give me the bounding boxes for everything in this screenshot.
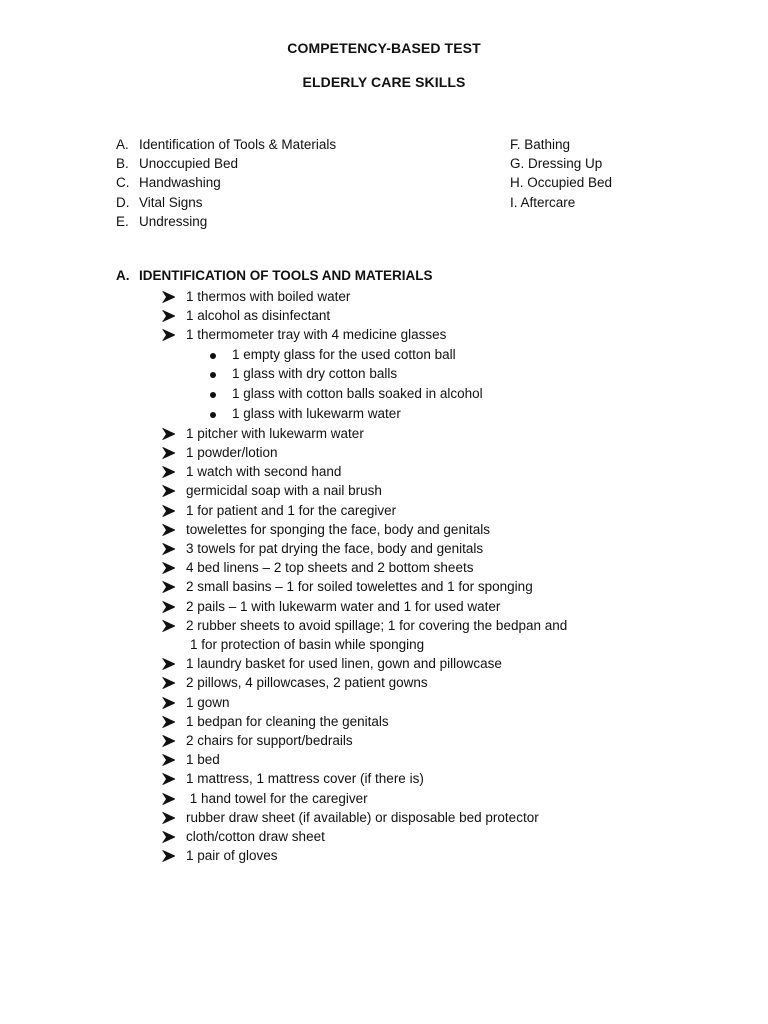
list-item-text: 2 pails – 1 with lukewarm water and 1 for used water [186, 598, 501, 614]
dot-bullet-icon [210, 353, 216, 359]
arrow-bullet [162, 325, 176, 344]
list-item-text: 2 pillows, 4 pillowcases, 2 patient gowns [186, 675, 428, 691]
arrow-bullet-icon [162, 505, 175, 517]
list-item-text: cloth/cotton draw sheet [186, 829, 325, 845]
arrow-bullet-icon [162, 793, 175, 805]
toc-item: F. Bathing [510, 137, 571, 152]
arrow-bullet [162, 462, 176, 481]
toc-item-letter: E. [116, 213, 129, 229]
arrow-bullet-icon [162, 658, 175, 670]
document-title: COMPETENCY-BASED TEST [287, 40, 481, 56]
toc-item-label: Undressing [139, 213, 208, 229]
toc-item-label: Vital Signs [139, 194, 203, 210]
arrow-bullet-icon [162, 428, 175, 440]
list-item-text: 1 powder/lotion [186, 445, 278, 460]
arrow-bullet-icon [162, 697, 175, 709]
list-item-text: 1 hand towel for the caregiver [186, 790, 368, 806]
list-item [160, 693, 720, 712]
arrow-bullet [162, 306, 176, 325]
toc-item-label: Identification of Tools & Materials [139, 137, 337, 152]
list-item [160, 597, 720, 616]
arrow-bullet [162, 654, 176, 673]
arrow-bullet-icon [162, 562, 175, 574]
list-item-text: 2 chairs for support/bedrails [186, 733, 353, 749]
list-item [160, 481, 720, 500]
list-item [160, 673, 720, 692]
arrow-bullet [162, 597, 176, 616]
arrow-bullet [162, 693, 176, 712]
arrow-bullet [162, 287, 176, 306]
dot-bullet-icon [210, 372, 216, 378]
list-item-text: 1 bedpan for cleaning the genitals [186, 713, 389, 729]
arrow-bullet-icon [162, 466, 175, 478]
arrow-bullet-icon [162, 543, 175, 555]
arrow-bullet-icon [162, 581, 175, 593]
list-item-text: 1 glass with cotton balls soaked in alcohol [232, 386, 483, 402]
document-subtitle: ELDERLY CARE SKILLS [302, 74, 466, 90]
toc-item: G. Dressing Up [510, 156, 603, 172]
list-item-text: 1 gown [186, 694, 230, 710]
arrow-bullet-icon [162, 735, 175, 747]
list-item-text: 1 thermos with boiled water [186, 289, 351, 304]
arrow-bullet [162, 501, 176, 520]
toc-item: H. Occupied Bed [510, 175, 613, 191]
dot-bullet-icon [210, 412, 216, 418]
list-item-text: 1 watch with second hand [186, 464, 342, 480]
list-item [160, 827, 720, 846]
list-item-text: 2 rubber sheets to avoid spillage; 1 for covering the bedpan and [186, 617, 568, 633]
toc-item-letter: C. [116, 175, 130, 191]
list-item [160, 501, 720, 520]
arrow-bullet [162, 673, 176, 692]
arrow-bullet [162, 808, 176, 827]
list-item-text: 4 bed linens – 2 top sheets and 2 bottom sheets [186, 560, 474, 576]
list-item-text: germicidal soap with a nail brush [186, 483, 382, 499]
section-letter: A. [116, 268, 130, 283]
list-item-text: 1 glass with dry cotton balls [232, 366, 398, 382]
toc-item [116, 193, 336, 212]
toc-left-column [116, 135, 336, 231]
section-heading [116, 268, 433, 283]
list-item-text: 1 pair of gloves [186, 848, 278, 864]
arrow-bullet [162, 731, 176, 750]
list-item [160, 731, 720, 750]
list-item [160, 325, 720, 344]
arrow-bullet [162, 769, 176, 788]
dot-bullet-icon [210, 392, 216, 398]
arrow-bullet-icon [162, 754, 175, 766]
arrow-bullet-icon [162, 601, 175, 613]
section-title: IDENTIFICATION OF TOOLS AND MATERIALS [139, 268, 433, 283]
list-item-text: rubber draw sheet (if available) or disposable bed protector [186, 809, 539, 825]
toc-item-letter: A. [116, 137, 129, 152]
toc-item [116, 135, 336, 154]
list-item [160, 808, 720, 827]
arrow-bullet [162, 424, 176, 443]
arrow-bullet-icon [162, 329, 175, 341]
list-item [160, 654, 720, 673]
arrow-bullet [162, 616, 176, 635]
list-item-text: 1 glass with lukewarm water [232, 406, 401, 421]
toc-item [116, 212, 336, 231]
arrow-bullet [162, 846, 176, 865]
arrow-bullet [162, 577, 176, 596]
arrow-bullet [162, 789, 176, 808]
list-item [160, 750, 720, 769]
toc-item-label: Unoccupied Bed [139, 156, 239, 172]
arrow-bullet [162, 443, 176, 462]
arrow-bullet [162, 750, 176, 769]
list-item [160, 616, 720, 654]
arrow-bullet-icon [162, 620, 175, 632]
materials-list [160, 287, 720, 865]
list-item [160, 712, 720, 731]
list-item-text: 3 towels for pat drying the face, body and genitals [186, 541, 484, 557]
arrow-bullet-icon [162, 812, 175, 824]
arrow-bullet [162, 481, 176, 500]
toc-item-letter: D. [116, 194, 130, 210]
arrow-bullet-icon [162, 716, 175, 728]
list-item-text: 1 mattress, 1 mattress cover (if there is) [186, 771, 424, 787]
list-item [160, 364, 720, 384]
arrow-bullet-icon [162, 524, 175, 536]
list-item [160, 345, 720, 365]
arrow-bullet [162, 539, 176, 558]
list-item-text: towelettes for sponging the face, body and genitals [186, 521, 490, 537]
arrow-bullet-icon [162, 831, 175, 843]
arrow-bullet-icon [162, 447, 175, 459]
list-item-continuation: 1 for protection of basin while sponging [190, 637, 425, 653]
arrow-bullet-icon [162, 485, 175, 497]
list-item-text: 1 bed [186, 752, 220, 768]
toc-item: I. Aftercare [510, 194, 576, 210]
arrow-bullet-icon [162, 291, 175, 303]
list-item [160, 846, 720, 865]
list-item-text: 1 for patient and 1 for the caregiver [186, 502, 397, 518]
arrow-bullet-icon [162, 773, 175, 785]
toc-item [116, 154, 336, 173]
list-item [160, 384, 720, 404]
list-item-text: 1 laundry basket for used linen, gown and pillowcase [186, 656, 502, 672]
arrow-bullet-icon [162, 850, 175, 862]
arrow-bullet [162, 520, 176, 539]
toc-item-letter: B. [116, 156, 129, 172]
list-item [160, 443, 720, 462]
list-item [160, 539, 720, 558]
arrow-bullet-icon [162, 677, 175, 689]
arrow-bullet-icon [162, 310, 175, 322]
list-item [160, 520, 720, 539]
list-item [160, 287, 720, 306]
list-item [160, 558, 720, 577]
list-item-text: 2 small basins – 1 for soiled towelettes and 1 for sponging [186, 579, 533, 595]
list-item-text: 1 thermometer tray with 4 medicine glasses [186, 327, 447, 343]
arrow-bullet [162, 712, 176, 731]
arrow-bullet [162, 558, 176, 577]
list-item [160, 424, 720, 443]
toc-item-label: Handwashing [139, 175, 221, 191]
list-item [160, 306, 720, 325]
list-item [160, 789, 720, 808]
list-item [160, 404, 720, 424]
list-item-text: 1 alcohol as disinfectant [186, 308, 331, 324]
list-item [160, 769, 720, 788]
list-item [160, 577, 720, 596]
list-item-text: 1 empty glass for the used cotton ball [232, 346, 456, 362]
list-item-text: 1 pitcher with lukewarm water [186, 425, 364, 441]
list-item [160, 462, 720, 481]
toc-right-column [510, 135, 612, 212]
arrow-bullet [162, 827, 176, 846]
toc-item [116, 173, 336, 192]
